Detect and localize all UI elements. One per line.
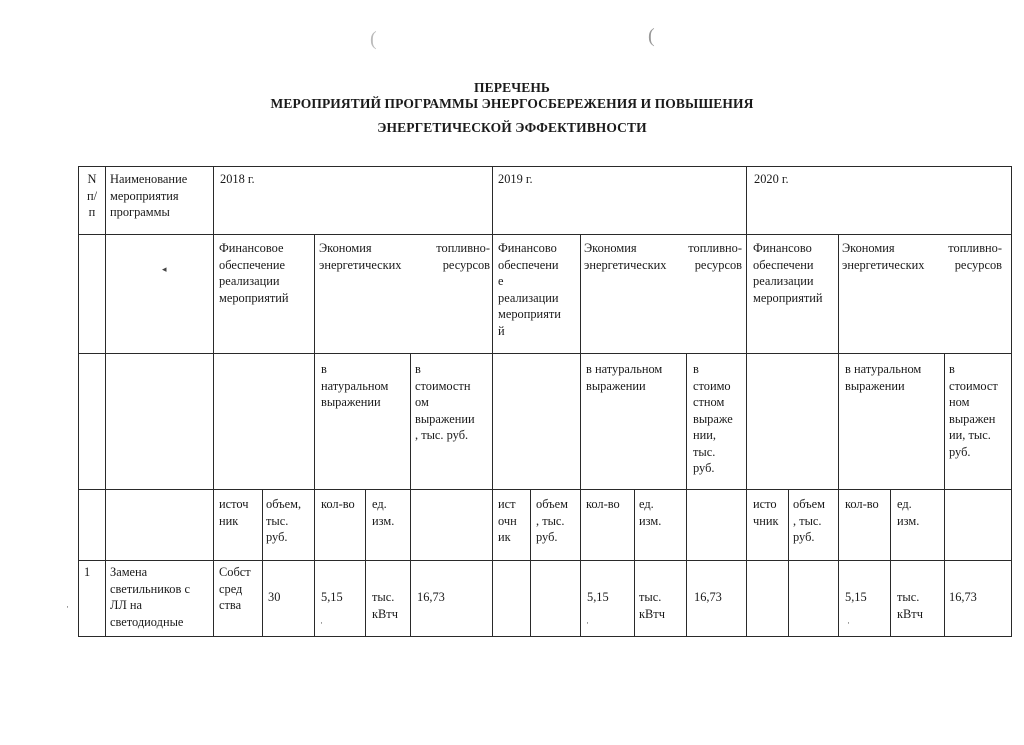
econ-header-2018: Экономия топливно- энергетических ресурсов [319,241,490,272]
src-header-2020: исто чник [753,497,779,528]
econ-header-2019: Экономия топливно- энергетических ресурсов [584,241,742,272]
vol-2018: 30 [268,590,281,604]
qty-2018: 5,15 [321,590,343,604]
qty-2020: 5,15 [845,590,867,604]
unit-header-2019: ед. изм. [639,497,662,528]
scan-speck: ( [370,28,377,50]
econ-header-2020: Экономия топливно- энергетических ресурсов [842,241,1002,272]
scan-speck: · [847,618,850,628]
doc-subtitle-1: МЕРОПРИЯТИЙ ПРОГРАММЫ ЭНЕРГОСБЕРЕЖЕНИЯ И ПОВЫШЕНИЯ [270,96,754,111]
vol-header-2018: объем, тыс. руб. [266,497,302,544]
scan-speck: · [66,602,69,612]
cost-header-2019: в стоимо стном выраже нии, тыс. руб. [693,362,733,475]
nat-header-2019: в натуральном выражении [586,362,663,393]
cost-header-2020: в стоимост ном выражен ии, тыс. руб. [949,362,998,459]
unit-header-2020: ед. изм. [897,497,920,528]
nat-header-2020: в натуральном выражении [845,362,922,393]
nat-header-2018: в натуральном выражении [321,362,389,409]
doc-subtitle-2: ЭНЕРГЕТИЧЕСКОЙ ЭФФЕКТИВНОСТИ [377,120,647,135]
vol-header-2020: объем , тыс. руб. [793,497,825,544]
unit-2018: тыс. кВтч [372,590,398,621]
cost-header-2018: в стоимостн ом выражении , тыс. руб. [415,362,475,442]
qty-header-2020: кол-во [845,497,879,511]
year-2020-header: 2020 г. [754,172,789,186]
scan-speck: · [320,618,323,628]
qty-header-2018: кол-во [321,497,355,511]
scan-speck: · [586,618,589,628]
src-header-2019: ист очн ик [498,497,517,544]
scan-speck: ◂ [162,264,167,274]
src-2018: Собст сред ства [219,565,251,612]
row-event-name: Замена светильников с ЛЛ на светодиодные [110,565,190,629]
src-header-2018: источ ник [219,497,249,528]
vol-header-2019: объем , тыс. руб. [536,497,568,544]
fin-header-2020: Финансово обеспечени реализации мероприятий [753,241,823,305]
col-num-header: N п/ п [86,172,98,219]
cost-2019: 16,73 [694,590,722,604]
unit-header-2018: ед. изм. [372,497,395,528]
qty-header-2019: кол-во [586,497,620,511]
cost-2020: 16,73 [949,590,977,604]
qty-2019: 5,15 [587,590,609,604]
doc-title: ПЕРЕЧЕНЬ [474,80,550,95]
scan-speck: ( [648,25,655,47]
unit-2019: тыс. кВтч [639,590,665,621]
row-num: 1 [84,565,91,579]
cost-2018: 16,73 [417,590,445,604]
fin-header-2018: Финансовое обеспечение реализации мероприятий [219,241,289,305]
year-2018-header: 2018 г. [220,172,255,186]
year-2019-header: 2019 г. [498,172,533,186]
fin-header-2019: Финансово обеспечени е реализации мероприяти й [498,241,561,338]
col-name-header: Наименование мероприятия программы [110,172,188,219]
unit-2020: тыс. кВтч [897,590,923,621]
